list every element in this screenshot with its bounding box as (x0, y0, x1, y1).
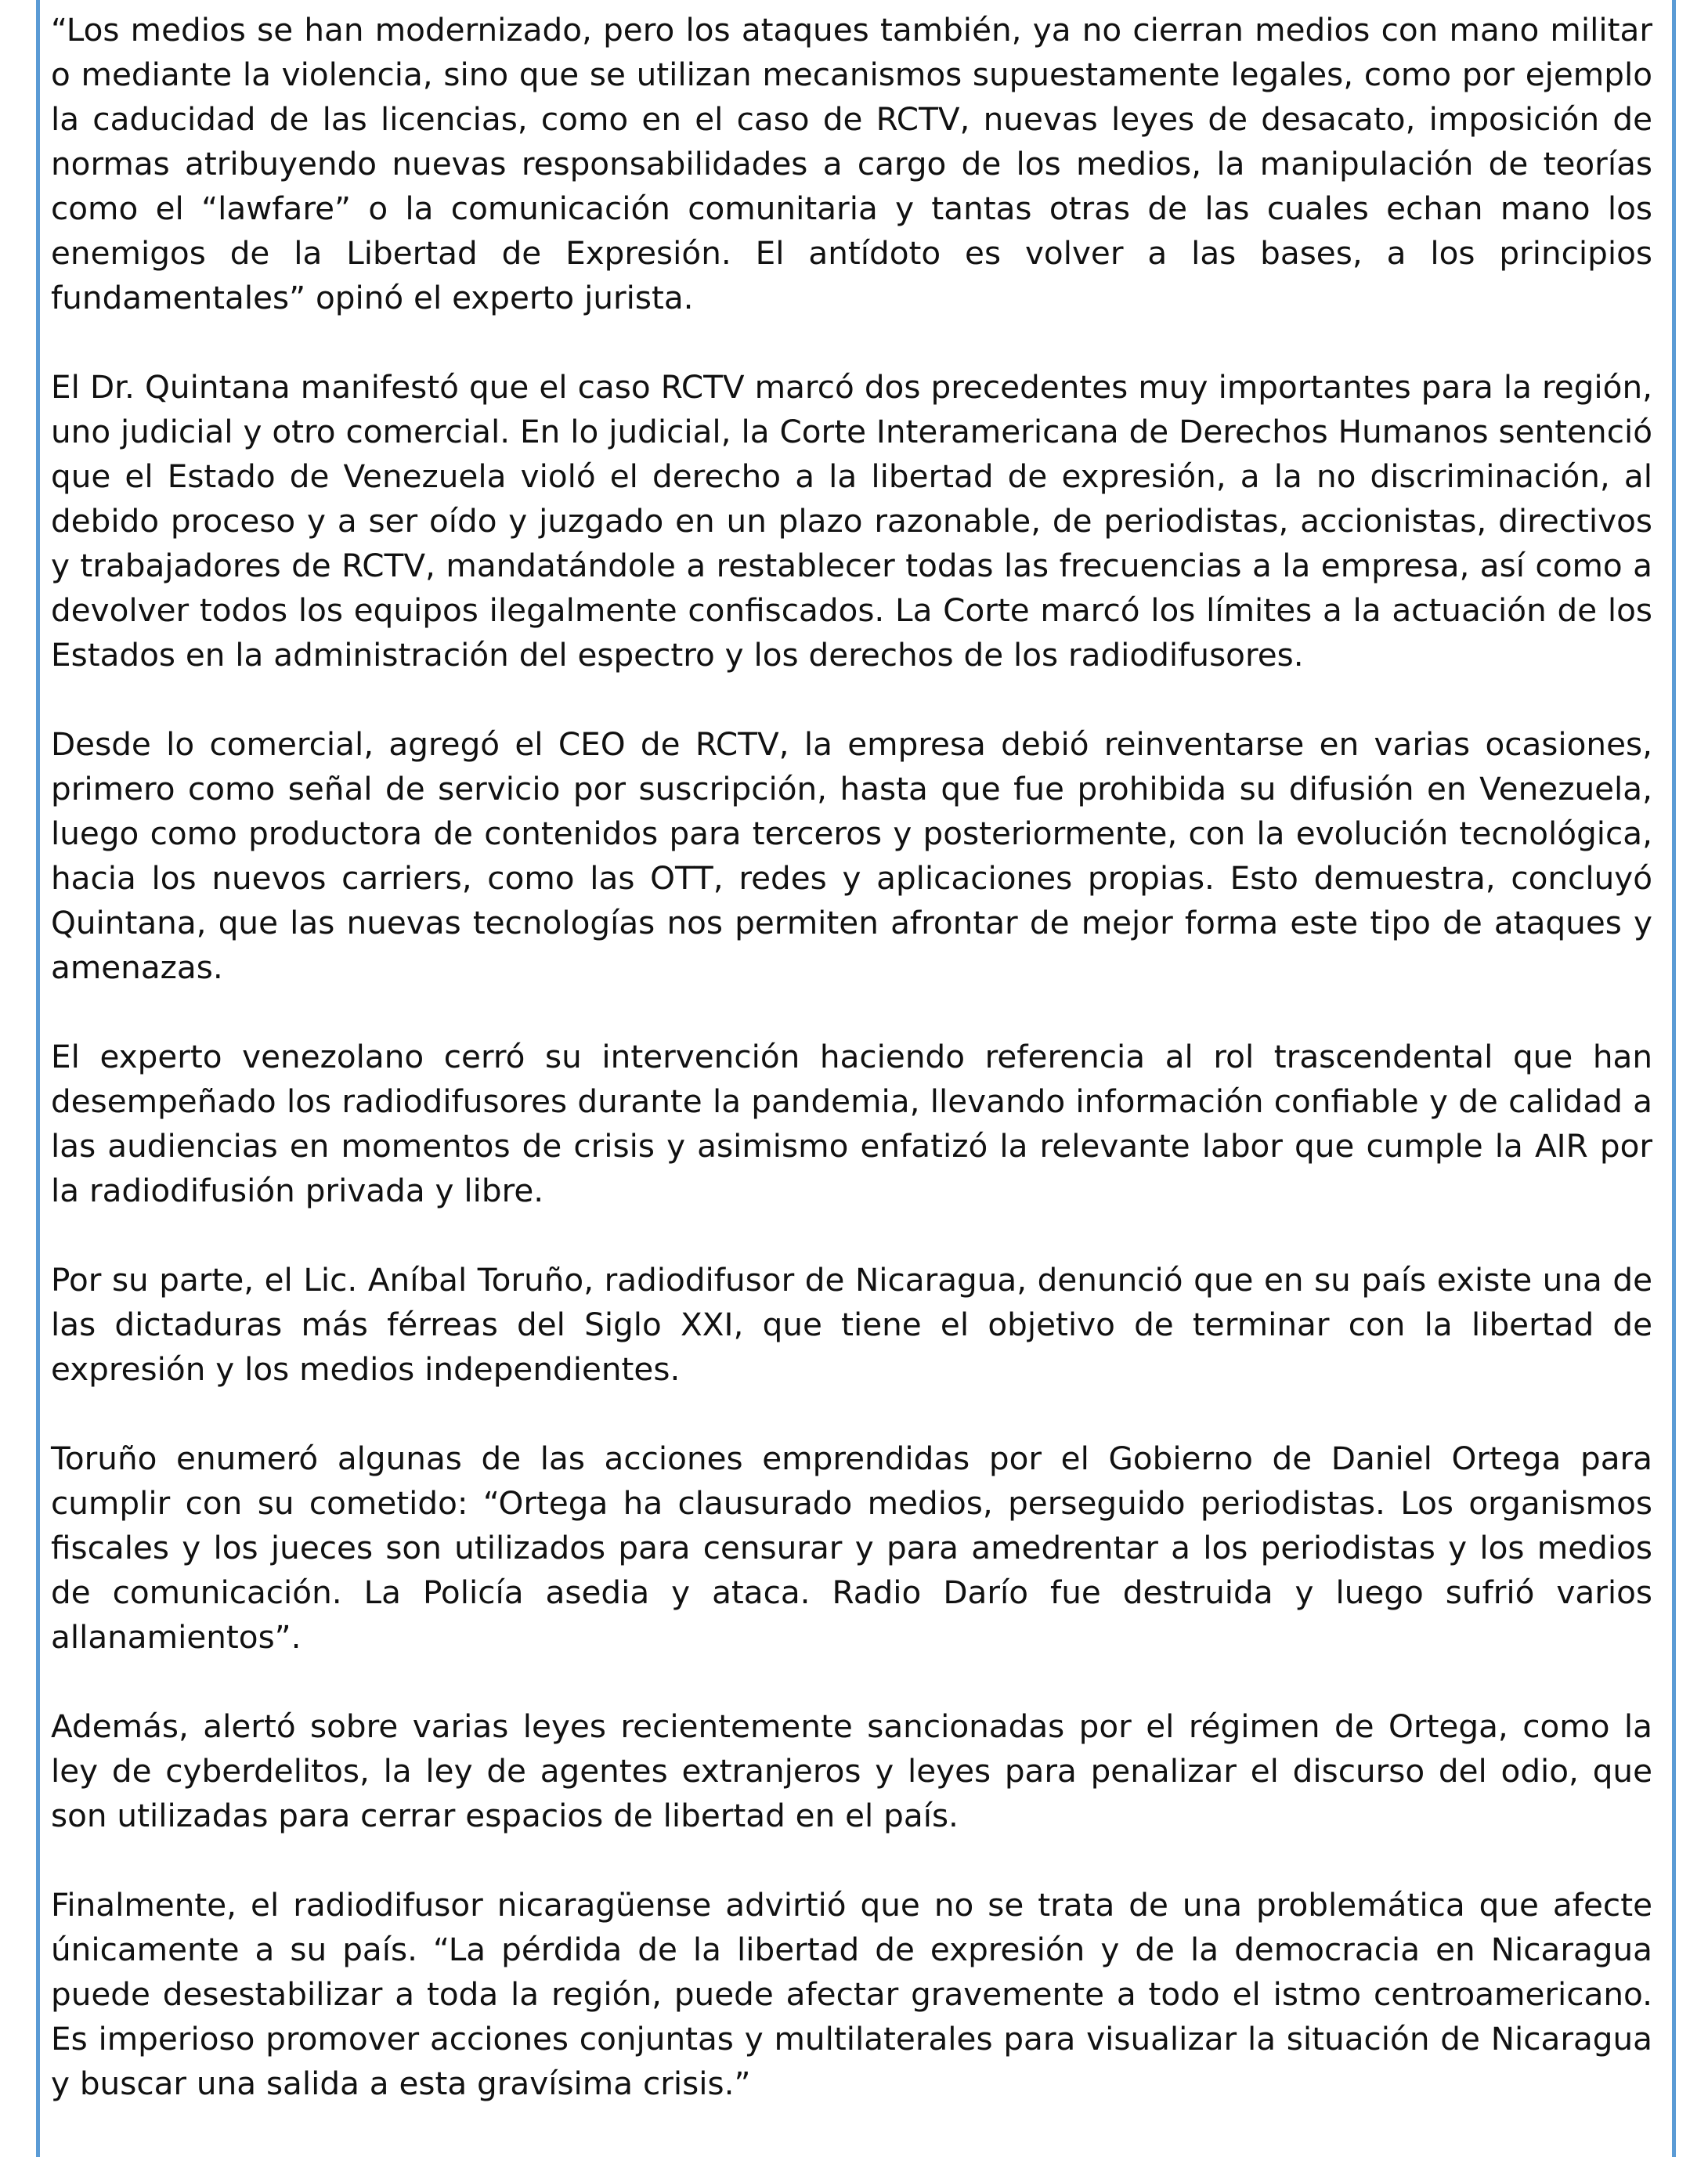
paragraph-2: El Dr. Quintana manifestó que el caso RCTV marcó dos precedentes muy importantes para la región, uno judicial y otro comercial. En lo judicial, la Corte Interamericana de Derechos Humanos sentenció que el Estado de Venezuela violó el derecho a la libertad de expresión, a la no discriminación, al debido proceso y a ser oído y juzgado en un plazo razonable, de periodistas, accionistas, directivos y trabajadores de RCTV, mandatándole a restablecer todas las frecuencias a la empresa, así como a devolver todos los equipos ilegalmente confiscados. La Corte marcó los límites a la actuación de los Estados en la administración del espectro y los derechos de los radiodifusores. (51, 368, 1652, 674)
article-body (51, 8, 1652, 2106)
right-border-rule (1672, 0, 1676, 2157)
paragraph-3: Desde lo comercial, agregó el CEO de RCTV, la empresa debió reinventarse en varias ocasiones, primero como señal de servicio por suscripción, hasta que fue prohibida su difusión en Venezuela, luego como productora de contenidos para terceros y posteriormente, con la evolución tecnológica, hacia los nuevos carriers, como las OTT, redes y aplicaciones propias. Esto demuestra, concluyó Quintana, que las nuevas tecnologías nos permiten afrontar de mejor forma este tipo de ataques y amenazas. (51, 725, 1652, 986)
paragraph-5: Por su parte, el Lic. Aníbal Toruño, radiodifusor de Nicaragua, denunció que en su país existe una de las dictaduras más férreas del Siglo XXI, que tiene el objetivo de terminar con la libertad de expresión y los medios independientes. (51, 1261, 1652, 1388)
paragraph-6: Toruño enumeró algunas de las acciones emprendidas por el Gobierno de Daniel Ortega para cumplir con su cometido: “Ortega ha clausurado medios, perseguido periodistas. Los organismos fiscales y los jueces son utilizados para censurar y para amedrentar a los periodistas y los medios de comunicación. La Policía asedia y ataca. Radio Darío fue destruida y luego sufrió varios allanamientos”. (51, 1440, 1652, 1656)
paragraph-7: Además, alertó sobre varias leyes recientemente sancionadas por el régimen de Ortega, como la ley de cyberdelitos, la ley de agentes extranjeros y leyes para penalizar el discurso del odio, que son utilizadas para cerrar espacios de libertad en el país. (51, 1707, 1652, 1834)
paragraph-1: “Los medios se han modernizado, pero los ataques también, ya no cierran medios con mano militar o mediante la violencia, sino que se utilizan mecanismos supuestamente legales, como por ejemplo la caducidad de las licencias, como en el caso de RCTV, nuevas leyes de desacato, imposición de normas atribuyendo nuevas responsabilidades a cargo de los medios, la manipulación de teorías como el “lawfare” o la comunicación comunitaria y tantas otras de las cuales echan mano los enemigos de la Libertad de Expresión. El antídoto es volver a las bases, a los principios fundamentales” opinó el experto jurista. (51, 11, 1652, 316)
left-border-rule (36, 0, 40, 2157)
paragraph-4: El experto venezolano cerró su intervención haciendo referencia al rol trascendental que han desempeñado los radiodifusores durante la pandemia, llevando información confiable y de calidad a las audiencias en momentos de crisis y asimismo enfatizó la relevante labor que cumple la AIR por la radiodifusión privada y libre. (51, 1038, 1652, 1209)
paragraph-8: Finalmente, el radiodifusor nicaragüense advirtió que no se trata de una problemática que afecte únicamente a su país. “La pérdida de la libertad de expresión y de la democracia en Nicaragua puede desestabilizar a toda la región, puede afectar gravemente a todo el istmo centroamericano. Es imperioso promover acciones conjuntas y multilaterales para visualizar la situación de Nicaragua y buscar una salida a esta gravísima crisis.” (51, 1886, 1652, 2102)
